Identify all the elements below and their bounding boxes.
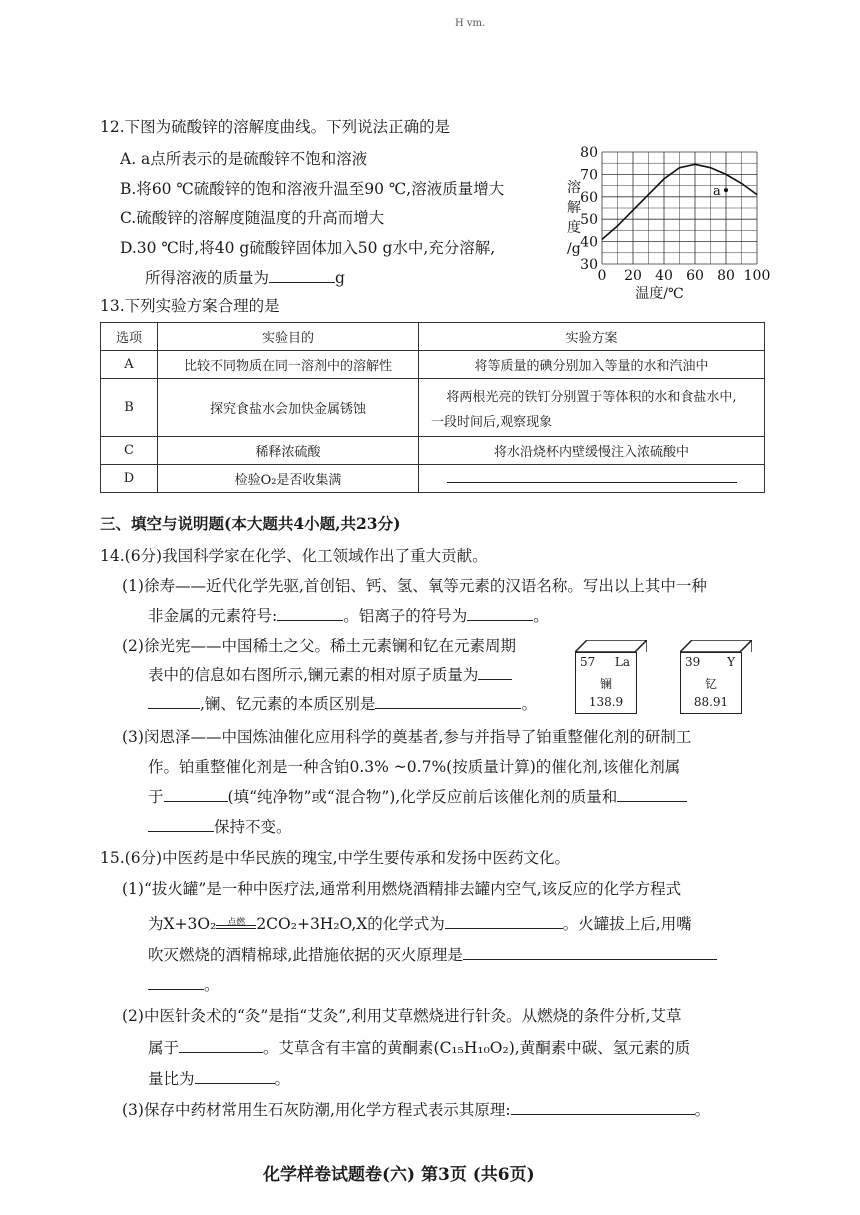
q14-blank-property-b[interactable] (148, 817, 214, 832)
q14-p1-text: 非金属的元素符号: (148, 607, 278, 625)
q14-p1-line1: (1)徐寿——近代化学先驱,首创铝、钙、氢、氧等元素的汉语名称。写出以上其中一种 (122, 577, 707, 595)
q15-p3-line (122, 1098, 710, 1120)
q15-blank-ratio[interactable] (195, 1069, 275, 1084)
q14-stem: 14.(6分)我国科学家在化学、化工领域作出了重大贡献。 (100, 547, 488, 565)
q15-blank-equation[interactable] (511, 1100, 695, 1115)
q12-option-c: C.硫酸锌的溶解度随温度的升高而增大 (120, 209, 385, 227)
q14-p1-end: 。 (533, 607, 549, 625)
q12-d-unit: g (335, 269, 345, 287)
solubility-chart (555, 140, 775, 300)
row-goal: 探究食盐水会加快金属锈蚀 (158, 379, 419, 437)
q15-p2-text: 属于 (148, 1039, 180, 1057)
q14-p3-text: 于 (148, 788, 164, 806)
q14-p3-line2: 作。铂重整催化剂是一种含铂0.3% ~0.7%(按质量计算)的催化剂,该催化剂属 (148, 758, 681, 776)
y-axis-label: /g (567, 241, 581, 257)
q15-stem: 15.(6分)中医药是中华民族的瑰宝,中学生要传承和发扬中医药文化。 (100, 849, 571, 867)
q14-p1-line2 (148, 604, 549, 626)
row-goal: 稀释浓硫酸 (158, 437, 419, 465)
q13-table (100, 322, 765, 493)
q15-p1-end: 。 (204, 976, 220, 994)
table-row (101, 379, 765, 437)
q15-blank-formula[interactable] (445, 914, 563, 929)
q15-p1-line1: (1)“拔火罐”是一种中医疗法,通常利用燃烧酒精排去罐内空气,该反应的化学方程式 (122, 880, 682, 898)
element-face (575, 652, 637, 714)
q14-p3-line3 (148, 785, 687, 807)
q15-p1-line3 (148, 943, 717, 965)
x-tick-label: 100 (743, 268, 771, 284)
q15-blank-combustible[interactable] (179, 1038, 263, 1053)
top-mark: H vm. (455, 18, 486, 29)
row-plan: 将水沿烧杯内壁缓慢注入浓硫酸中 (419, 437, 765, 465)
element-face (680, 652, 742, 714)
row-plan (419, 379, 765, 437)
y-axis-label: 溶 (567, 180, 581, 196)
q14-blank-mass-b[interactable] (148, 694, 200, 709)
cube-outline (680, 640, 752, 652)
equation-right: 2CO₂+3H₂O,X的化学式为 (256, 915, 445, 933)
y-tick-label: 70 (580, 167, 598, 184)
q15-p1-line4 (148, 973, 220, 995)
q14-p1-text2: 。铝离子的符号为 (343, 607, 468, 625)
table-row (101, 465, 765, 493)
q14-p3-line4 (148, 815, 292, 837)
table-row (101, 437, 765, 465)
page-footer: 化学样卷试题卷(六) 第3页 (共6页) (263, 1165, 535, 1185)
q15-blank-principle-a[interactable] (463, 945, 717, 960)
y-tick-label: 40 (580, 234, 598, 251)
row-option: C (101, 437, 158, 465)
q15-p3-end: 。 (694, 1101, 711, 1119)
q15-p2-text3: 量比为 (148, 1070, 195, 1088)
point-a-label: a (713, 184, 721, 200)
q14-p2-line1: (2)徐光宪——中国稀土之父。稀土元素镧和钇在元素周期 (122, 637, 516, 655)
y-axis-label: 度 (567, 220, 581, 236)
q15-p2-text2: 。艾草含有丰富的黄酮素(C₁₅H₁₀O₂),黄酮素中碳、氢元素的质 (263, 1039, 691, 1057)
q14-blank-symbol[interactable] (277, 606, 343, 621)
atomic-mass: 88.91 (693, 695, 729, 709)
table-row (101, 351, 765, 379)
table-header-row (101, 323, 765, 351)
q14-blank-type[interactable] (164, 787, 228, 802)
element-name: 镧 (599, 677, 612, 691)
x-axis-label: 温度/℃ (635, 286, 684, 300)
row-option: A (101, 351, 158, 379)
q15-p2-line1: (2)中医针灸术的“灸”是指“艾灸”,利用艾草燃烧进行针灸。从燃烧的条件分析,艾草 (122, 1007, 682, 1025)
q14-p2-end: 。 (521, 695, 537, 713)
y-tick-label: 30 (580, 257, 598, 273)
y-tick-label: 60 (580, 189, 598, 206)
q14-p3-line1: (3)闵恩泽——中国炼油催化应用科学的奠基者,参与并指导了铂重整催化剂的研制工 (122, 728, 692, 746)
q15-p3-text: (3)保存中药材常用生石灰防潮,用化学方程式表示其原理: (122, 1101, 511, 1119)
point-a-marker (724, 188, 728, 192)
q14-p3-end: 保持不变。 (214, 818, 292, 836)
y-tick-label: 50 (580, 212, 598, 229)
equation-end: 。火罐拔上后,用嘴 (562, 915, 692, 933)
element-symbol: La (614, 655, 630, 669)
q13-stem: 13.下列实验方案合理的是 (100, 297, 280, 315)
section-3-title: 三、填空与说明题(本大题共4小题,共23分) (100, 514, 401, 533)
row-plan-line: 一段时间后,观察现象 (431, 414, 553, 430)
y-tick-label: 80 (580, 145, 598, 161)
x-tick-label: 0 (597, 268, 607, 284)
equation-left: 为X+3O₂ (148, 915, 217, 933)
row-option: B (101, 379, 158, 437)
q14-p2-line3 (148, 692, 537, 714)
q15-p2-line3 (148, 1067, 290, 1089)
q12-blank[interactable] (269, 268, 335, 283)
x-tick-label: 80 (717, 268, 735, 284)
header-option: 选项 (101, 323, 158, 351)
atomic-mass: 138.9 (588, 695, 624, 709)
q15-blank-principle-b[interactable] (148, 975, 204, 990)
x-tick-label: 60 (686, 268, 704, 284)
q14-p2-text: 表中的信息如右图所示,镧元素的相对原子质量为 (148, 666, 479, 684)
header-goal: 实验目的 (158, 323, 419, 351)
q15-p1-text: 吹灭燃烧的酒精棉球,此措施依据的灭火原理是 (148, 946, 463, 964)
atomic-number: 39 (685, 655, 701, 669)
q12-option-a: A. a点所表示的是硫酸锌不饱和溶液 (120, 150, 368, 168)
cube-outline (575, 640, 647, 652)
x-tick-label: 20 (624, 268, 642, 284)
q14-blank-mass-a[interactable] (478, 665, 512, 680)
q13-d-blank[interactable] (447, 470, 737, 483)
q12-option-d-line2 (145, 266, 345, 288)
element-symbol: Y (727, 655, 735, 669)
q14-blank-property-a[interactable] (617, 787, 687, 802)
row-goal: 比较不同物质在同一溶剂中的溶解性 (158, 351, 419, 379)
row-goal: 检验O₂是否收集满 (158, 465, 419, 493)
header-plan: 实验方案 (419, 323, 765, 351)
q15-equation-line (148, 912, 692, 934)
row-plan: 将等质量的碘分别加入等量的水和汽油中 (419, 351, 765, 379)
q14-blank-ion[interactable] (467, 606, 533, 621)
q15-p2-line2 (148, 1036, 690, 1058)
q14-p2-line2 (148, 663, 512, 685)
y-axis-label: 解 (567, 200, 581, 216)
q14-p3-text2: (填“纯净物”或“混合物”),化学反应前后该催化剂的质量和 (227, 788, 618, 806)
equation-condition: 点燃 (227, 918, 246, 928)
q12-option-b: B.将60 ℃硫酸锌的饱和溶液升温至90 ℃,溶液质量增大 (120, 180, 505, 198)
atomic-number: 57 (580, 655, 596, 669)
row-plan-line: 将两根光亮的铁钉分别置于等体积的水和食盐水中, (446, 389, 737, 405)
row-plan (419, 465, 765, 493)
q12-d-text: 所得溶液的质量为 (145, 269, 270, 287)
q14-p2-text2: ,镧、钇元素的本质区别是 (200, 695, 376, 713)
q15-p2-end: 。 (274, 1070, 291, 1088)
q12-option-d: D.30 ℃时,将40 g硫酸锌固体加入50 g水中,充分溶解, (120, 239, 496, 257)
row-option: D (101, 465, 158, 493)
x-tick-label: 40 (655, 268, 673, 284)
q14-blank-difference[interactable] (375, 694, 521, 709)
q12-stem: 12.下图为硫酸锌的溶解度曲线。下列说法正确的是 (100, 118, 451, 136)
element-name: 钇 (704, 677, 717, 691)
